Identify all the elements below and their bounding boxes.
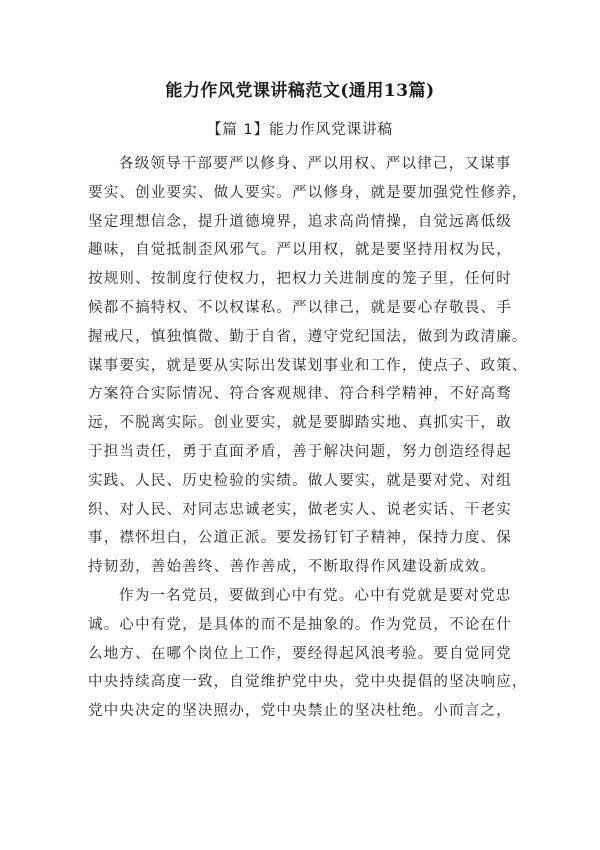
- text-line: 趣味，自觉抵制歪风邪气。严以用权，就是要坚持用权为民，: [88, 242, 512, 259]
- text-line: 要实、创业要实、做人要实。严以修身，就是要加强党性修养，: [88, 184, 528, 201]
- paragraph-2: [88, 582, 528, 726]
- text-line: 党中央决定的坚决照办，党中央禁止的坚决杜绝。小而言之，: [88, 703, 512, 720]
- text-line: 按规则、按制度行使权力，把权力关进制度的笼子里，任何时: [88, 271, 512, 288]
- text-line: 作为一名党员，要做到心中有党。心中有党就是要对党忠: [119, 587, 512, 604]
- text-line: 中央持续高度一致，自觉维护党中央，党中央提倡的坚决响应，: [88, 674, 528, 691]
- text-line: 实践、人民、历史检验的实绩。做人要实，就是要对党、对组: [88, 472, 512, 489]
- text-line: 谋事要实，就是要从实际出发谋划事业和工作，使点子、政策、: [88, 357, 528, 374]
- text-line: 方案符合实际情况、符合客观规律、符合科学精神，不好高骛: [88, 386, 512, 403]
- text-line: 握戒尺，慎独慎微、勤于自省，遵守党纪国法，做到为政清廉。: [88, 328, 528, 345]
- text-line: 事，襟怀坦白，公道正派。要发扬钉钉子精神，保持力度、保: [88, 530, 512, 547]
- text-line: 么地方、在哪个岗位上工作，要经得起风浪考验。要自觉同党: [88, 645, 512, 662]
- text-line: 远，不脱离实际。创业要实，就是要脚踏实地、真抓实干，敢: [88, 415, 512, 432]
- text-line: 织、对人民、对同志忠诚老实，做老实人、说老实话、干老实: [88, 501, 512, 518]
- text-line: 各级领导干部要严以修身、严以用权、严以律己，又谋事: [119, 156, 512, 172]
- text-line: 于担当责任，勇于直面矛盾，善于解决问题，努力创造经得起: [88, 443, 512, 460]
- paragraph-1: [88, 150, 528, 582]
- text-line: 候都不搞特权、不以权谋私。严以律己，就是要心存敬畏、手: [88, 299, 512, 316]
- document-body: [88, 150, 528, 726]
- document-title: 能力作风党课讲稿范文(通用13篇): [165, 81, 435, 101]
- text-line: 坚定理想信念，提升道德境界，追求高尚情操，自觉远离低级: [88, 213, 512, 230]
- text-line: 持韧劲，善始善终、善作善成，不断取得作风建设新成效。: [88, 559, 497, 576]
- text-line: 诚。心中有党，是具体的而不是抽象的。作为党员，不论在什: [88, 616, 512, 633]
- section-heading: 【篇 1】能力作风党课讲稿: [206, 122, 394, 138]
